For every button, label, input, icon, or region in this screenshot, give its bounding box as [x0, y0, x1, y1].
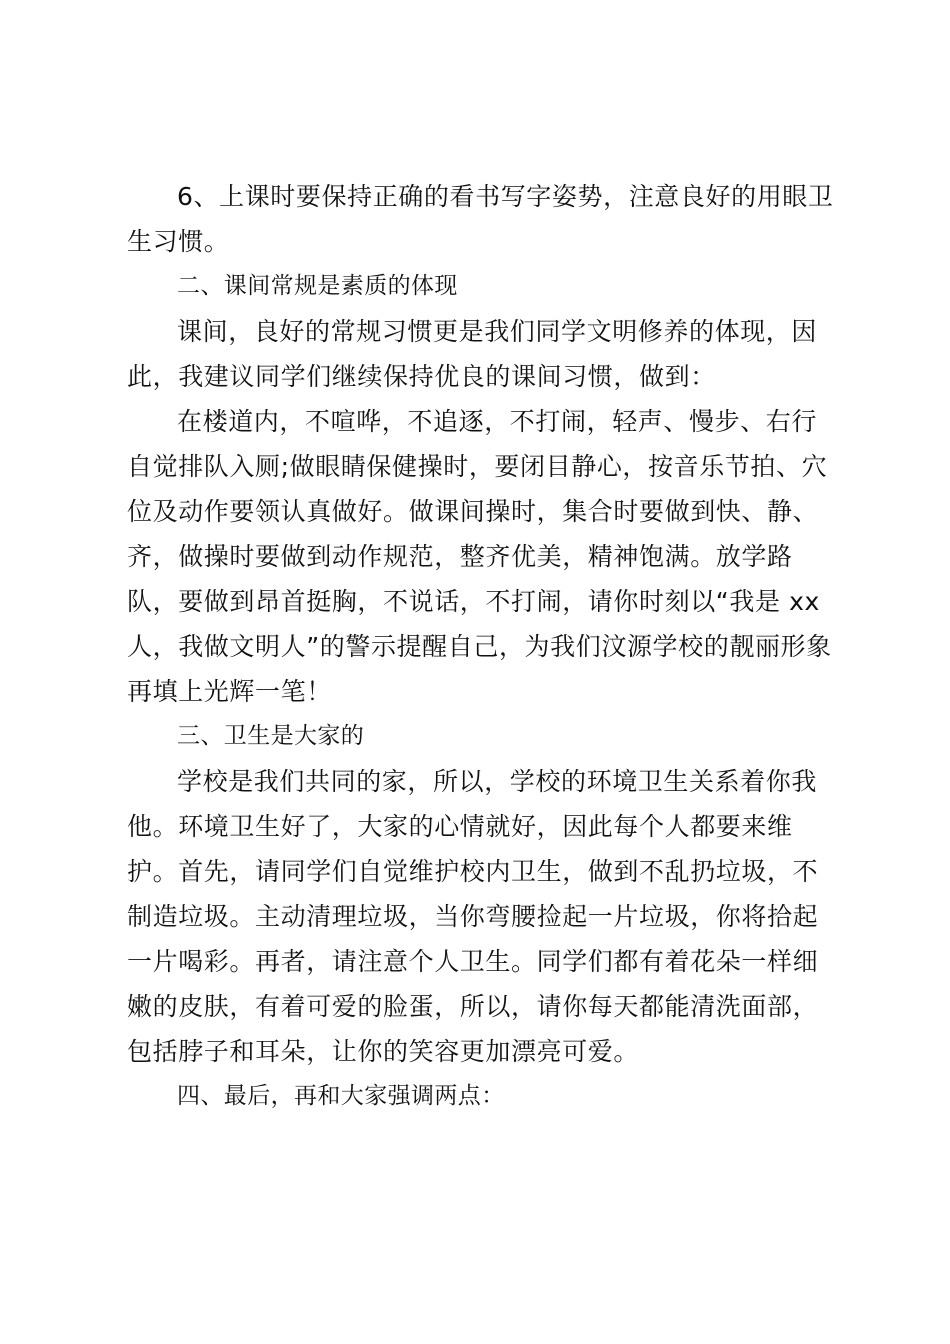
paragraph-item-6: 6、上课时要保持正确的看书写字姿势，注意良好的用眼卫生习惯。: [127, 182, 834, 256]
document-body: [127, 174, 835, 1119]
paragraph-hygiene: 学校是我们共同的家，所以，学校的环境卫生关系着你我他。环境卫生好了，大家的心情就好，因此每个人都要来维护。首先，请同学们自觉维护校内卫生，做到不乱扔垃圾，不制造垃圾。主动清理垃圾，当你弯腰捡起一片垃圾，你将拾起一片喝彩。再者，请注意个人卫生。同学们都有着花朵一样细嫩的皮肤，有着可爱的脸蛋，所以，请你每天都能清洗面部，包括脖子和耳朵，让你的笑容更加漂亮可爱。: [127, 767, 819, 1066]
section-heading-3: 三、卫生是大家的: [177, 723, 365, 749]
section-heading-2: 二、课间常规是素质的体现: [177, 273, 458, 299]
paragraph-recess-rules: 在楼道内，不喧哗，不追逐，不打闹，轻声、慢步、右行自觉排队入厕;做眼睛保健操时，要闭目静心，按音乐节拍、穴位及动作要领认真做好。做课间操时，集合时要做到快、静、齐，做操时要做到动作规范，整齐优美，精神饱满。放学路队，要做到昂首挺胸，不说话，不打闹，请你时刻以“我是 xx 人，我做文明人”的警示提醒自己，为我们汶源学校的靓丽形象再填上光辉一笔！: [127, 407, 832, 706]
section-heading-4: 四、最后，再和大家强调两点：: [177, 1083, 505, 1109]
paragraph-recess-intro: 课间，良好的常规习惯更是我们同学文明修养的体现，因此，我建议同学们继续保持优良的课间习惯，做到：: [127, 317, 818, 391]
